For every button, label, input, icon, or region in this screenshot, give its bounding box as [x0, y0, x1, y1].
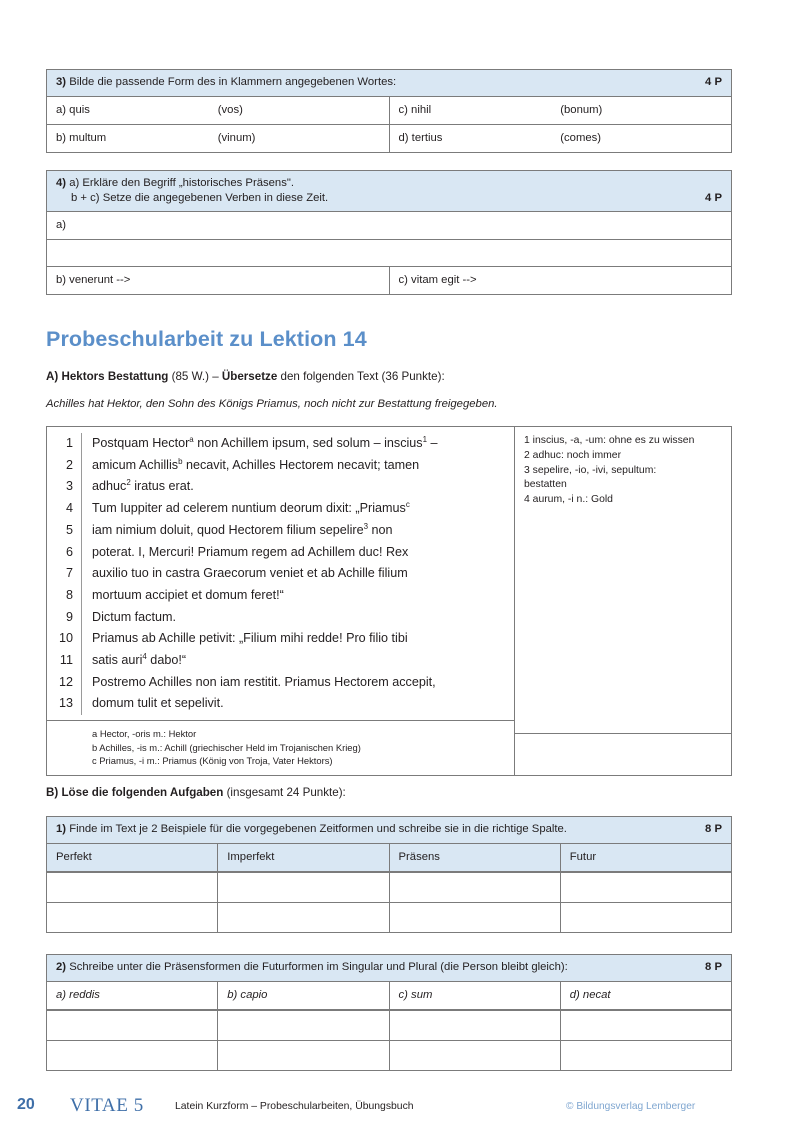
- latin-text-box: [46, 426, 732, 776]
- exercise-1-answer-cell[interactable]: [47, 873, 217, 902]
- exercise-2-instruction: Schreibe unter die Präsensformen die Futurformen im Singular und Plural (die Person bleibt gleich):: [69, 961, 568, 973]
- column-header-imperfekt: Imperfekt: [217, 844, 388, 871]
- exercise-1-header: [47, 817, 731, 844]
- exercise-1-answer-cell[interactable]: [560, 873, 731, 902]
- exercise-4-answer-b[interactable]: [47, 267, 389, 294]
- exercise-4-number: 4): [56, 177, 67, 189]
- book-subtitle: Latein Kurzform – Probeschularbeiten, Übungsbuch: [175, 1101, 414, 1112]
- latin-line: amicum Achillis$^b$ necavit, Achilles Hectorem necavit; tamen: [92, 456, 420, 472]
- exercise-2-answer-cell[interactable]: [560, 1041, 731, 1070]
- exercise-3-cell-d[interactable]: [389, 125, 732, 152]
- latin-line: mortuum accipiet et domum feret!“: [92, 587, 284, 602]
- exercise-3-label-b: b) multum: [56, 131, 107, 144]
- column-header-necat: d) necat: [560, 982, 731, 1009]
- section-a-wordcount: (85 W.) –: [168, 370, 222, 383]
- exercise-4-label-c: c) vitam egit -->: [398, 273, 477, 286]
- exercise-2-answer-cell[interactable]: [47, 1011, 217, 1040]
- table-row: [47, 872, 731, 902]
- exercise-2-answer-cell[interactable]: [217, 1011, 388, 1040]
- footnote-entry: c Priamus, -i m.: Priamus (König von Troja, Vater Hektors): [92, 755, 333, 767]
- exercise-3-paren-b: (vinum): [217, 131, 256, 144]
- column-header-capio: b) capio: [217, 982, 388, 1009]
- exercise-4-answer-c[interactable]: [389, 267, 732, 294]
- line-number: 8: [65, 587, 73, 602]
- exercise-2-points: 8 P: [705, 961, 722, 973]
- line-number: 1: [65, 436, 73, 450]
- vocabulary-empty-cell: [515, 733, 731, 775]
- exercise-2-header: [47, 955, 731, 982]
- page-number: 20: [17, 1096, 35, 1113]
- section-a-heading: [46, 370, 445, 383]
- exercise-3-cell-a[interactable]: [47, 97, 389, 124]
- latin-line: Priamus ab Achille petivit: „Filium mihi redde! Pro filio tibi: [92, 631, 408, 646]
- section-a-intro-sentence: Achilles hat Hektor, den Sohn des Königs Priamus, noch nicht zur Bestattung freigegeben.: [46, 398, 498, 410]
- latin-line: domum tulit et sepelivit.: [92, 696, 224, 711]
- table-row: [47, 266, 731, 294]
- section-b-title: B) Löse die folgenden Aufgaben: [46, 786, 224, 799]
- latin-line: iam nimium doluit, quod Hectorem filium sepelire$^3$ non: [92, 521, 393, 537]
- line-number: 3: [65, 479, 73, 494]
- page-footer: [17, 1095, 786, 1120]
- exercise-3-paren-d: (comes): [560, 131, 602, 144]
- table-row: [47, 239, 731, 266]
- column-header-futur: Futur: [560, 844, 731, 871]
- line-number: 2: [65, 457, 73, 472]
- exercise-2-block: [46, 954, 732, 1071]
- exercise-1-instruction: Finde im Text je 2 Beispiele für die vorgegebenen Zeitformen und schreibe sie in die richtige Spalte.: [69, 823, 567, 835]
- footnote-entry: b Achilles, -is m.: Achill (griechischer Held im Trojanischen Krieg): [92, 741, 361, 753]
- table-row: [47, 124, 731, 152]
- exercise-1-answer-cell[interactable]: [47, 903, 217, 932]
- line-number: 13: [58, 696, 73, 711]
- section-a-title: A) Hektors Bestattung: [46, 370, 169, 383]
- exercise-4-label-a: a): [56, 218, 67, 231]
- exercise-3-cell-b[interactable]: [47, 125, 389, 152]
- exercise-4-instruction-line2: b + c) Setze die angegebenen Verben in diese Zeit.: [71, 191, 329, 204]
- section-b-points-note: (insgesamt 24 Punkte):: [223, 786, 346, 799]
- exercise-2-column-headers: [47, 982, 731, 1010]
- section-b-heading: [46, 786, 346, 799]
- exercise-4-label-b: b) venerunt -->: [56, 273, 131, 286]
- page-title: Probeschularbeit zu Lektion 14: [46, 327, 367, 351]
- vocabulary-notes: [515, 427, 731, 733]
- table-row: [47, 902, 731, 932]
- exercise-3-label-a: a) quis: [56, 103, 90, 116]
- latin-line: Tum Iuppiter ad celerem nuntium deorum dixit: „Priamus$^c$: [92, 499, 410, 516]
- latin-line: Postremo Achilles non iam restitit. Priamus Hectorem accepit,: [92, 674, 436, 689]
- section-a-task-rest: den folgenden Text (36 Punkte):: [277, 370, 445, 383]
- exercise-3-number: 3): [56, 76, 67, 88]
- exercise-2-answer-cell[interactable]: [389, 1011, 560, 1040]
- latin-line: satis auri$^4$ dabo!“: [92, 651, 187, 668]
- exercise-2-answer-cell[interactable]: [217, 1041, 388, 1070]
- exercise-2-answer-cell[interactable]: [389, 1041, 560, 1070]
- exercise-1-answer-cell[interactable]: [217, 903, 388, 932]
- exercise-3-cell-c[interactable]: [389, 97, 732, 124]
- column-header-perfekt: Perfekt: [56, 850, 92, 863]
- column-header-sum: c) sum: [389, 982, 560, 1009]
- exercise-1-answer-cell[interactable]: [217, 873, 388, 902]
- proper-noun-footnotes: [47, 720, 514, 775]
- vocabulary-entry: 1 inscius, -a, -um: ohne es zu wissen: [524, 435, 695, 446]
- line-number: 9: [65, 609, 73, 624]
- vocabulary-entry: 3 sepelire, -io, -ivi, sepultum:: [524, 464, 657, 476]
- exercise-3-instruction: Bilde die passende Form des in Klammern angegebenen Wortes:: [69, 76, 397, 88]
- table-row: [47, 212, 731, 239]
- table-row: [47, 97, 731, 124]
- exercise-3-paren-a: (vos): [217, 103, 243, 116]
- exercise-4-header: [47, 171, 731, 212]
- line-number: 5: [65, 522, 73, 537]
- copyright-notice: © Bildungsverlag Lemberger: [566, 1101, 696, 1112]
- column-header-reddis: a) reddis: [56, 988, 100, 1001]
- exercise-1-number: 1): [56, 823, 67, 835]
- section-a-task-verb: Übersetze: [221, 370, 278, 383]
- series-brand: VITAE 5: [70, 1095, 144, 1116]
- exercise-3-header: [47, 70, 731, 97]
- exercise-2-answer-cell[interactable]: [560, 1011, 731, 1040]
- latin-lines-area: [47, 427, 514, 720]
- latin-line: poterat. I, Mercuri! Priamum regem ad Achillem duc! Rex: [92, 544, 409, 559]
- vocabulary-entry: 2 adhuc: noch immer: [524, 449, 622, 461]
- latin-line: Postquam Hector$^a$ non Achillem ipsum, sed solum – inscius$^1$ –: [92, 434, 438, 450]
- exercise-4-answer-a-continued[interactable]: [47, 240, 731, 266]
- exercise-3-points: 4 P: [705, 76, 722, 88]
- exercise-4-instruction-line1: a) Erkläre den Begriff „historisches Präsens".: [69, 177, 294, 189]
- exercise-1-points: 8 P: [705, 823, 722, 835]
- exercise-1-answer-cell[interactable]: [389, 903, 560, 932]
- latin-lines: [82, 433, 438, 715]
- exercise-3-block: [46, 69, 732, 153]
- exercise-1-answer-cell[interactable]: [560, 903, 731, 932]
- exercise-2-number: 2): [56, 961, 67, 973]
- line-number: 7: [65, 566, 73, 581]
- exercise-4-answer-a[interactable]: [47, 212, 731, 239]
- line-number-gutter: [47, 433, 82, 715]
- column-header-praesens: Präsens: [389, 844, 560, 871]
- line-number: 6: [65, 544, 73, 559]
- vocabulary-entry: bestatten: [524, 479, 567, 491]
- exercise-3-paren-c: (bonum): [560, 103, 603, 116]
- worksheet-page: [17, 0, 732, 1131]
- exercise-1-answer-cell[interactable]: [389, 873, 560, 902]
- line-number: 10: [58, 631, 73, 646]
- latin-line: Dictum factum.: [92, 609, 176, 624]
- latin-line: auxilio tuo in castra Graecorum veniet et ab Achille filium: [92, 566, 408, 581]
- footnote-entry: a Hector, -oris m.: Hektor: [92, 728, 197, 740]
- line-number: 12: [58, 674, 73, 689]
- table-row: [47, 1040, 731, 1070]
- exercise-4-block: [46, 170, 732, 295]
- exercise-4-points: 4 P: [705, 191, 722, 204]
- exercise-1-column-headers: [47, 844, 731, 872]
- line-number: 4: [65, 501, 73, 516]
- line-number: 11: [59, 653, 73, 668]
- exercise-2-answer-cell[interactable]: [47, 1041, 217, 1070]
- vocabulary-entry: 4 aurum, -i n.: Gold: [524, 494, 613, 506]
- latin-line: adhuc$^2$ iratus erat.: [92, 478, 194, 494]
- exercise-3-label-c: c) nihil: [398, 103, 432, 116]
- exercise-1-block: [46, 816, 732, 933]
- vocabulary-column: [514, 427, 731, 775]
- exercise-3-label-d: d) tertius: [398, 131, 443, 144]
- latin-text-column: [47, 427, 514, 775]
- table-row: [47, 1010, 731, 1040]
